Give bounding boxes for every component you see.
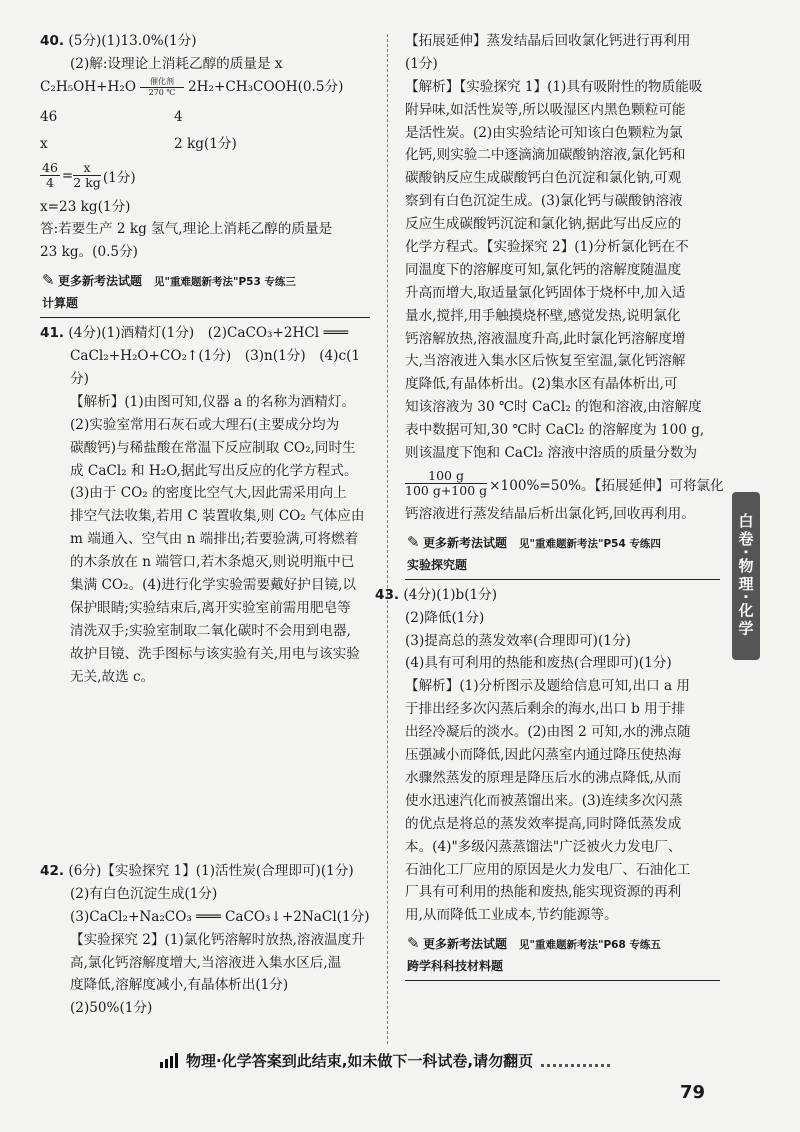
q40-result: x=23 kg(1分): [40, 198, 131, 215]
q42c-line: 察到有白色沉淀生成。(3)氯化钙与碳酸钠溶液: [405, 193, 683, 210]
q41-line: m 端通入、空气由 n 端排出;若要验满,可将燃着: [70, 531, 359, 548]
q41-line: 成 CaCl₂ 和 H₂O,据此写出反应的化学方程式。: [70, 462, 358, 479]
q41-line: (2)实验室常用石灰石或大理石(主要成分均为: [70, 416, 340, 433]
q41-line: CaCl₂+H₂O+CO₂↑(1分) (3)n(1分) (4)c(1: [70, 348, 361, 365]
q41-line: (4分)(1)酒精灯(1分) (2)CaCO₃+2HCl ═══: [68, 325, 349, 342]
q42c-line: 升高而增大,取适量氯化钙固体于烧杯中,加入适: [405, 284, 686, 301]
q43-line: 【解析】(1)分析图示及题给信息可知,出口 a 用: [405, 678, 691, 695]
more-category: 计算题: [42, 296, 79, 311]
frac-den: 100 g+100 g: [405, 483, 488, 499]
question-41: [40, 322, 370, 688]
q42-line: 高,氯化钙溶解度增大,当溶液进入集水区后,温: [70, 954, 342, 971]
q42-number: 42.: [40, 863, 65, 879]
proportion-equation: $\frac{46}{4}$ = $\frac{x}{2 kg}$ (1分): [42, 160, 136, 191]
fraction-46-4: [40, 161, 60, 190]
q40-line-2: (2)解:设理论上消耗乙醇的质量是 x: [70, 55, 283, 72]
proportion-score: (1分): [102, 169, 136, 186]
q43-line: 于排出经多次闪蒸后剩余的海水,出口 b 用于排: [405, 701, 685, 718]
q42c-line: 化钙,则实验二中逐滴滴加碳酸钠溶液,氯化钙和: [405, 147, 686, 164]
more-tests-banner-2: [405, 530, 720, 580]
q42c-line: 表中数据可知,30 ℃时 CaCl₂ 的溶解度为 100 g,: [405, 422, 705, 439]
q42c-line: 知该溶液为 30 ℃时 CaCl₂ 的饱和溶液,由溶解度: [405, 399, 702, 416]
more-category: 实验探究题: [407, 557, 468, 572]
q40-answer-2: 23 kg。(0.5分): [40, 244, 138, 261]
fraction-mass: [405, 469, 487, 498]
q42c-line: 则该温度下饱和 CaCl₂ 溶液中溶质的质量分数为: [405, 445, 698, 462]
q41-line: 无关,故选 c。: [70, 668, 155, 685]
q42c-line: 【解析】【实验探究 1】(1)具有吸附性的物质能吸: [405, 78, 703, 95]
q42c-line: 量水,搅拌,用手触摸烧杯壁,感觉发热,说明氯化: [405, 307, 681, 324]
q40-line-1: (5分)(1)13.0%(1分): [68, 33, 197, 49]
q42-line: (2)有白色沉淀生成(1分): [70, 885, 218, 902]
more-ref: 见"重难题新考法"P54 专练四: [519, 537, 661, 550]
mass-fraction-calc: [405, 465, 724, 503]
eq-left: C₂H₅OH+H₂O: [40, 78, 136, 95]
frac-den: 4: [45, 175, 54, 191]
more-tests-banner-1: [40, 268, 370, 318]
q42-line: (3)CaCl₂+Na₂CO₃ ═══ CaCO₃↓+2NaCl(1分): [70, 908, 370, 925]
q42-line: (2)50%(1分): [70, 1000, 153, 1017]
eq-catalyst: 催化剂: [150, 76, 174, 86]
frac-num: x: [73, 161, 101, 176]
frac-num: 46: [42, 160, 58, 176]
q43-line: 用,从而降低工业成本,节约能源等。: [405, 907, 618, 924]
q40-equation: [40, 76, 370, 102]
q41-line: (3)由于 CO₂ 的密度比空气大,因此需采用向上: [70, 485, 347, 502]
pencil-icon: ✎: [407, 934, 420, 953]
q43-line: (2)降低(1分): [405, 609, 485, 626]
q41-line: 分): [70, 371, 89, 388]
q42c-line: 是活性炭。(2)由实验结论可知该白色颗粒为氯: [405, 124, 683, 141]
footer-notice: [160, 1050, 610, 1071]
q43-line: 石油化工厂应用的原因是火力发电厂、石油化工: [405, 861, 691, 878]
more-tests-banner-3: [405, 931, 720, 981]
frac-den: 2 kg: [73, 175, 101, 191]
q42c-line: 大,当溶液进入集水区后恢复至室温,氯化钙溶解: [405, 353, 686, 370]
question-43: [375, 584, 720, 981]
ratio-2kg: 2 kg(1分): [174, 135, 237, 152]
q43-number: 43.: [375, 586, 400, 603]
q43-line: (4分)(1)b(1分): [403, 586, 498, 603]
q40-answer-1: 答:若要生产 2 kg 氢气,理论上消耗乙醇的质量是: [40, 221, 333, 238]
question-40: [40, 30, 370, 318]
q43-line: 本。(4)"多级闪蒸蒸馏法"广泛被火力发电厂、: [405, 838, 682, 855]
q41-number: 41.: [40, 325, 65, 342]
right-column: [375, 30, 724, 981]
fraction-x-2kg: [73, 161, 101, 190]
page-number: 79: [679, 1082, 705, 1103]
q43-line: 厂具有可利用的热能和废热,能实现资源的再利: [405, 884, 682, 901]
eq-right: 2H₂+CH₃COOH(0.5分): [188, 78, 344, 95]
q42c-line: 度降低,有晶体析出。(2)集水区有晶体析出,可: [405, 376, 678, 393]
q41-line: 清洗双手;实验室制取二氧化碳时不会用到电器,: [70, 622, 351, 639]
q42c-line: 同温度下的溶解度可知,氯化钙的溶解度随温度: [405, 261, 682, 278]
q41-line: 保护眼睛;实验结束后,离开实验室前需用肥皂等: [70, 599, 351, 616]
more-title: 更多新考法试题: [423, 937, 508, 952]
pencil-icon: ✎: [407, 532, 420, 551]
ratio-46: 46: [40, 108, 58, 125]
footer-dots: [541, 1054, 610, 1067]
eq-condition: [140, 77, 184, 98]
q43-line: 水骤然蒸发的原理是降压后水的沸点降低,从而: [405, 769, 682, 786]
q41-line: 碳酸钙)与稀盐酸在常温下反应制取 CO₂,同时生: [70, 439, 356, 456]
question-42-continued: [405, 30, 724, 580]
q42c-line: 钙溶液进行蒸发结晶后析出氯化钙,回收再利用。: [405, 505, 695, 522]
ratio-x: x: [40, 135, 48, 152]
ratio-4: 4: [174, 108, 183, 125]
q42c-line: 【拓展延伸】蒸发结晶后回收氯化钙进行再利用: [405, 33, 691, 49]
q43-line: (3)提高总的蒸发效率(合理即可)(1分): [405, 632, 631, 649]
q42c-line: 附异味,如活性炭等,所以吸湿区内黑色颗粒可能: [405, 101, 686, 118]
frac-num: 100 g: [405, 469, 487, 484]
more-ref: 见"重难题新考法"P68 专练五: [519, 939, 661, 952]
more-title: 更多新考法试题: [58, 274, 143, 289]
q43-line: 压强减小而降低,因此闪蒸室内通过降压使热海: [405, 747, 682, 764]
q43-line: 的优点是将总的蒸发效率提高,同时降低蒸发成: [405, 815, 682, 832]
subject-side-tab: 白卷·物理·化学: [732, 492, 760, 660]
footer-text: 物理·化学答案到此结束,如未做下一科试卷,请勿翻页: [186, 1052, 534, 1070]
q40-number: 40.: [40, 33, 65, 49]
q41-line: 排空气法收集,若用 C 装置收集,则 CO₂ 气体应由: [70, 508, 365, 525]
q42c-line: 钙溶解放热,溶液温度升高,此时氯化钙溶解度增: [405, 330, 686, 347]
q42-line: 【实验探究 2】(1)氯化钙溶解时放热,溶液温度升: [70, 931, 365, 948]
q42c-line: 反应生成碳酸钙沉淀和氯化钠,据此写出反应的: [405, 216, 682, 233]
q42c-line: 化学方程式。【实验探究 2】(1)分析氯化钙在不: [405, 239, 689, 256]
more-title: 更多新考法试题: [423, 535, 508, 550]
q41-line: 【解析】(1)由图可知,仪器 a 的名称为酒精灯。: [70, 393, 356, 410]
q42c-line: (1分): [405, 55, 438, 72]
q41-line: 的木条放在 n 端管口,若木条熄灭,则说明瓶中已: [70, 554, 355, 571]
eq-temperature: 270 ℃: [148, 87, 176, 97]
column-divider: [387, 34, 388, 1044]
q43-line: 出经冷凝后的淡水。(2)由图 2 可知,水的沸点随: [405, 724, 691, 741]
signal-bars-icon: [160, 1053, 178, 1068]
pencil-icon: ✎: [42, 271, 55, 290]
q43-line: (4)具有可利用的热能和废热(合理即可)(1分): [405, 655, 672, 672]
q43-line: 使水迅速汽化而被蒸馏出来。(3)连续多次闪蒸: [405, 792, 683, 809]
q41-line: 集满 CO₂。(4)进行化学实验需要戴好护目镜,以: [70, 577, 356, 594]
q42c-line: 碳酸钠反应生成碳酸钙白色沉淀和氯化钠,可观: [405, 170, 682, 187]
frac-tail: ×100%=50%。【拓展延伸】可将氯化: [489, 477, 724, 494]
q42-line: (6分)【实验探究 1】(1)活性炭(合理即可)(1分): [68, 863, 354, 879]
q42-line: 度降低,溶解度减小,有晶体析出(1分): [70, 977, 289, 994]
q41-line: 故护目镜、洗手图标与该实验有关,用电与该实验: [70, 645, 360, 662]
question-42: [40, 860, 370, 1020]
more-category: 跨学科科技材料题: [407, 959, 504, 974]
left-column: [40, 30, 370, 1017]
more-ref: 见"重难题新考法"P53 专练三: [154, 276, 296, 289]
